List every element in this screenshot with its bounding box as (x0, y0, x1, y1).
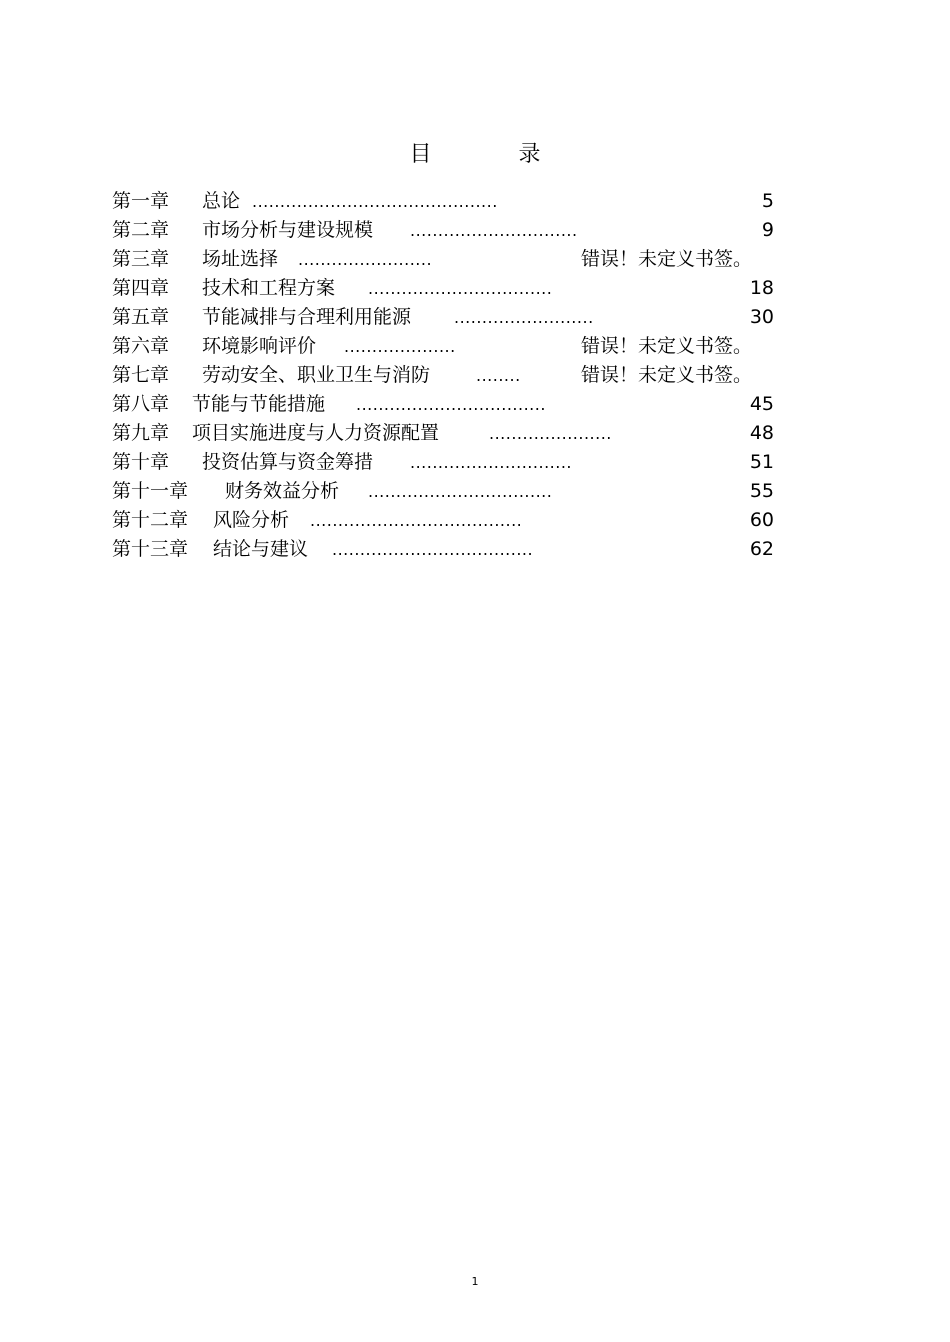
toc-entry[interactable] (112, 477, 774, 506)
toc-chapter-title: 技术和工程方案 (202, 277, 336, 299)
toc-chapter-title: 风险分析 (213, 509, 290, 531)
toc-page-number: 5 (761, 190, 774, 212)
toc-leader-dots: ............................................ (252, 192, 498, 211)
toc-chapter: 第十三章 (112, 538, 189, 560)
toc-entry[interactable] (112, 303, 774, 332)
toc-chapter: 第十二章 (112, 509, 189, 531)
toc-chapter-title: 结论与建议 (213, 538, 309, 560)
toc-chapter-title: 投资估算与资金筹措 (202, 451, 374, 473)
toc-chapter-title: 市场分析与建设规模 (202, 219, 374, 241)
toc-entry[interactable] (112, 419, 774, 448)
toc-chapter-title: 项目实施进度与人力资源配置 (192, 422, 440, 444)
toc-chapter-title: 环境影响评价 (202, 335, 317, 357)
toc-leader-dots: ......................... (454, 308, 594, 327)
toc-page-number: 18 (749, 277, 774, 299)
toc-entry[interactable] (112, 448, 774, 477)
toc-chapter-title: 场址选择 (202, 248, 279, 270)
toc-leader-dots: .................................. (356, 395, 546, 414)
toc-leader-dots: ...................................... (310, 511, 523, 530)
footer-page-number: 1 (471, 1275, 479, 1288)
toc-chapter-title: 劳动安全、职业卫生与消防 (202, 364, 431, 386)
toc-leader-dots: .............................. (410, 221, 578, 240)
toc-entry[interactable] (112, 535, 774, 564)
toc-chapter: 第六章 (112, 335, 170, 357)
toc-page-number: 45 (749, 393, 774, 415)
toc-chapter: 第九章 (112, 422, 170, 444)
toc-chapter: 第八章 (112, 393, 170, 415)
toc-page-number: 错误！未定义书签。 (580, 335, 752, 357)
toc-page-number: 55 (749, 480, 774, 502)
toc-chapter: 第十章 (112, 451, 170, 473)
toc-chapter: 第十一章 (112, 480, 189, 502)
toc-page-number: 51 (749, 451, 774, 473)
toc-chapter: 第二章 (112, 219, 170, 241)
toc-page-number: 错误！未定义书签。 (580, 248, 752, 270)
toc-chapter: 第三章 (112, 248, 170, 270)
toc-entry[interactable] (112, 332, 774, 361)
toc-leader-dots: ................................. (368, 482, 553, 501)
toc-chapter-title: 财务效益分析 (225, 480, 340, 502)
toc-page-number: 48 (749, 422, 774, 444)
toc-chapter: 第四章 (112, 277, 170, 299)
toc-chapter: 第一章 (112, 190, 170, 212)
toc-entry[interactable] (112, 274, 774, 303)
toc-entry[interactable] (112, 216, 774, 245)
toc-page-number: 9 (761, 219, 774, 241)
table-of-contents (112, 187, 774, 564)
toc-entry[interactable] (112, 361, 774, 390)
toc-entry[interactable] (112, 390, 774, 419)
toc-leader-dots: ...................... (489, 424, 612, 443)
toc-leader-dots: ........................ (298, 250, 433, 269)
toc-page-number: 62 (749, 538, 774, 560)
toc-chapter-title: 总论 (202, 190, 241, 212)
toc-leader-dots: .................... (344, 337, 456, 356)
toc-title: 目 录 (409, 142, 581, 167)
toc-chapter: 第五章 (112, 306, 170, 328)
toc-entry[interactable] (112, 245, 774, 274)
toc-leader-dots: ............................. (410, 453, 572, 472)
toc-entry[interactable] (112, 506, 774, 535)
toc-chapter: 第七章 (112, 364, 170, 386)
toc-leader-dots: .................................... (332, 540, 534, 559)
toc-entry[interactable] (112, 187, 774, 216)
toc-chapter-title: 节能减排与合理利用能源 (202, 306, 412, 328)
toc-page-number: 30 (749, 306, 774, 328)
toc-chapter-title: 节能与节能措施 (192, 393, 326, 415)
toc-page-number: 60 (749, 509, 774, 531)
toc-page-number: 错误！未定义书签。 (580, 364, 752, 386)
toc-leader-dots: ................................. (368, 279, 553, 298)
toc-leader-dots: ........ (476, 366, 521, 385)
